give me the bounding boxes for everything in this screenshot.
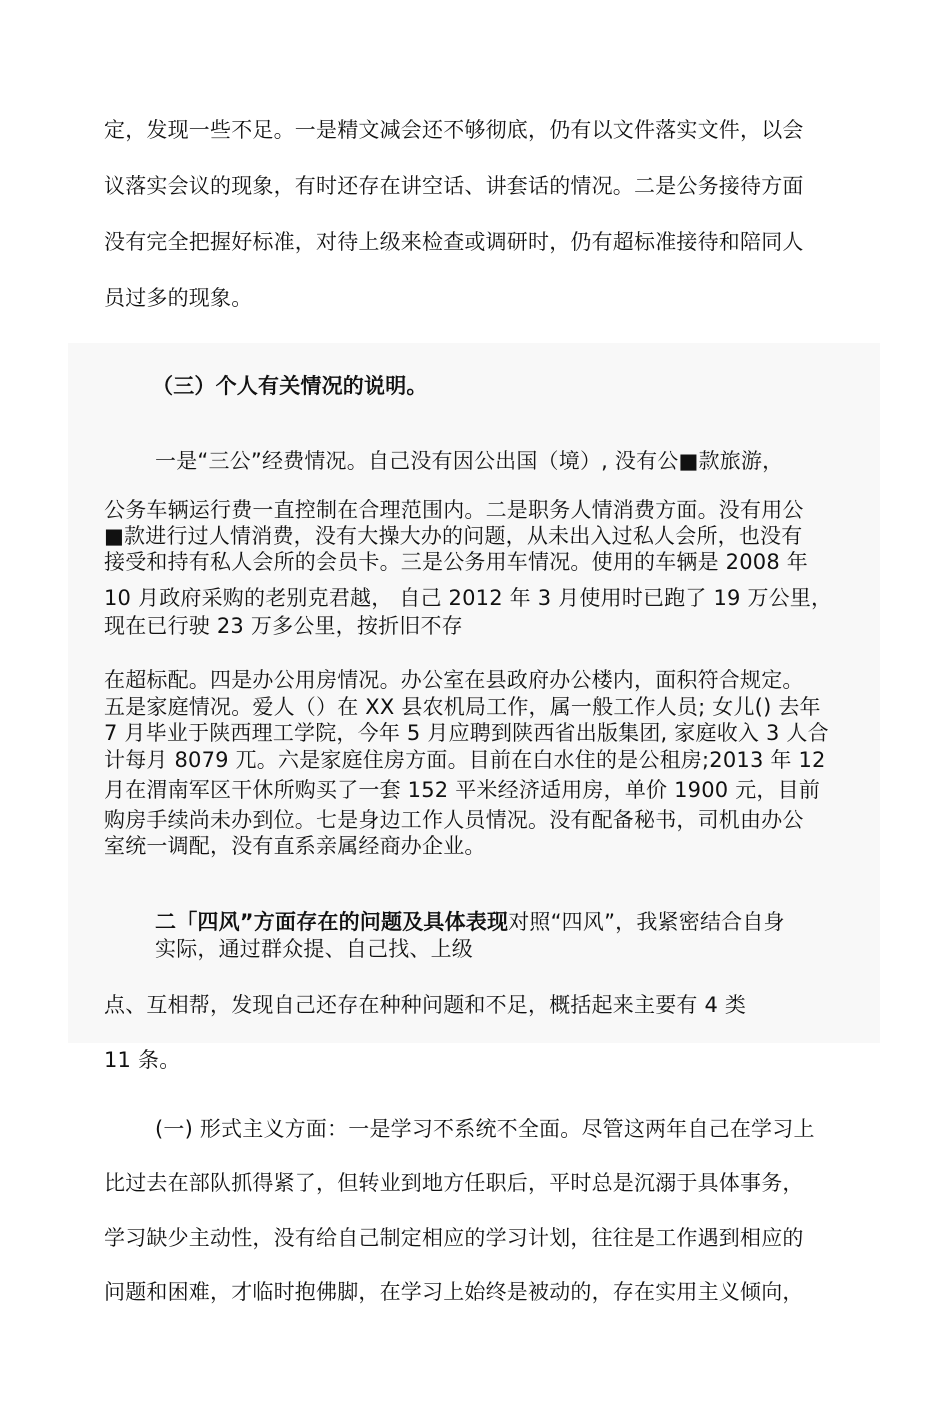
text-line: 计每月 8079 兀。六是家庭住房方面。目前在白水住的是公租房;2013 年 12 bbox=[104, 748, 826, 772]
text-line: 购房手续尚未办到位。七是身边工作人员情况。没有配备秘书，司机由办公 bbox=[104, 808, 804, 832]
text-line: 11 条。 bbox=[104, 1048, 181, 1072]
text-line: 五是家庭情况。爱人（）在 XX 县农机局工作，属一般工作人员; 女儿() 去年 bbox=[104, 695, 821, 719]
text-line: ■款进行过人情消费，没有大操大办的问题，从未出入过私人会所，也没有 bbox=[104, 524, 803, 548]
section-heading-line bbox=[155, 906, 785, 936]
text-line: 比过去在部队抓得紧了，但转业到地方任职后，平时总是沉溺于具体事务， bbox=[104, 1171, 804, 1195]
text-line: 问题和困难，才临时抱佛脚，在学习上始终是被动的，存在实用主义倾向， bbox=[104, 1280, 804, 1304]
text-line: 没有完全把握好标准，对待上级来检查或调研时，仍有超标准接待和陪同人 bbox=[104, 230, 804, 254]
text-line: 实际，通过群众提、自己找、上级 bbox=[155, 937, 473, 961]
section-heading: 二「四风”方面存在的问题及具体表现 bbox=[155, 910, 509, 934]
section-heading: （三）个人有关情况的说明。 bbox=[152, 374, 428, 398]
text-line: 员过多的现象。 bbox=[104, 286, 253, 310]
text-line: 定，发现一些不足。一是精文减会还不够彻底，仍有以文件落实文件，以会 bbox=[104, 118, 804, 142]
text-line: 议落实会议的现象，有时还存在讲空话、讲套话的情况。二是公务接待方面 bbox=[104, 174, 804, 198]
text-line: (一) 形式主义方面：一是学习不系统不全面。尽管这两年自己在学习上 bbox=[155, 1117, 815, 1141]
text-line: 现在已行驶 23 万多公里，按折旧不存 bbox=[104, 614, 463, 638]
text-line: 点、互相帮，发现自己还存在种种问题和不足，概括起来主要有 4 类 bbox=[104, 993, 747, 1017]
text-line: 一是“三公”经费情况。自己没有因公出国（境）, 没有公■款旅游， bbox=[155, 449, 784, 473]
text-line: 室统一调配，没有直系亲属经商办企业。 bbox=[104, 834, 486, 858]
text-line: 10 月政府采购的老别克君越， 自己 2012 年 3 月使用时已跑了 19 万公里， bbox=[104, 586, 833, 610]
heading-continuation: 对照“四风”，我紧密结合自身 bbox=[508, 910, 785, 934]
text-line: 月在渭南军区干休所购买了一套 152 平米经济适用房，单价 1900 元，目前 bbox=[104, 778, 821, 802]
text-line: 公务车辆运行费一直控制在合理范围内。二是职务人情消费方面。没有用公 bbox=[104, 498, 804, 522]
text-line: 学习缺少主动性，没有给自己制定相应的学习计划，往往是工作遇到相应的 bbox=[104, 1226, 804, 1250]
text-line: 在超标配。四是办公用房情况。办公室在县政府办公楼内，面积符合规定。 bbox=[104, 668, 804, 692]
text-line: 7 月毕业于陕西理工学院，今年 5 月应聘到陕西省出版集团, 家庭收入 3 人合 bbox=[104, 721, 829, 745]
text-line: 接受和持有私人会所的会员卡。三是公务用车情况。使用的车辆是 2008 年 bbox=[104, 550, 808, 574]
